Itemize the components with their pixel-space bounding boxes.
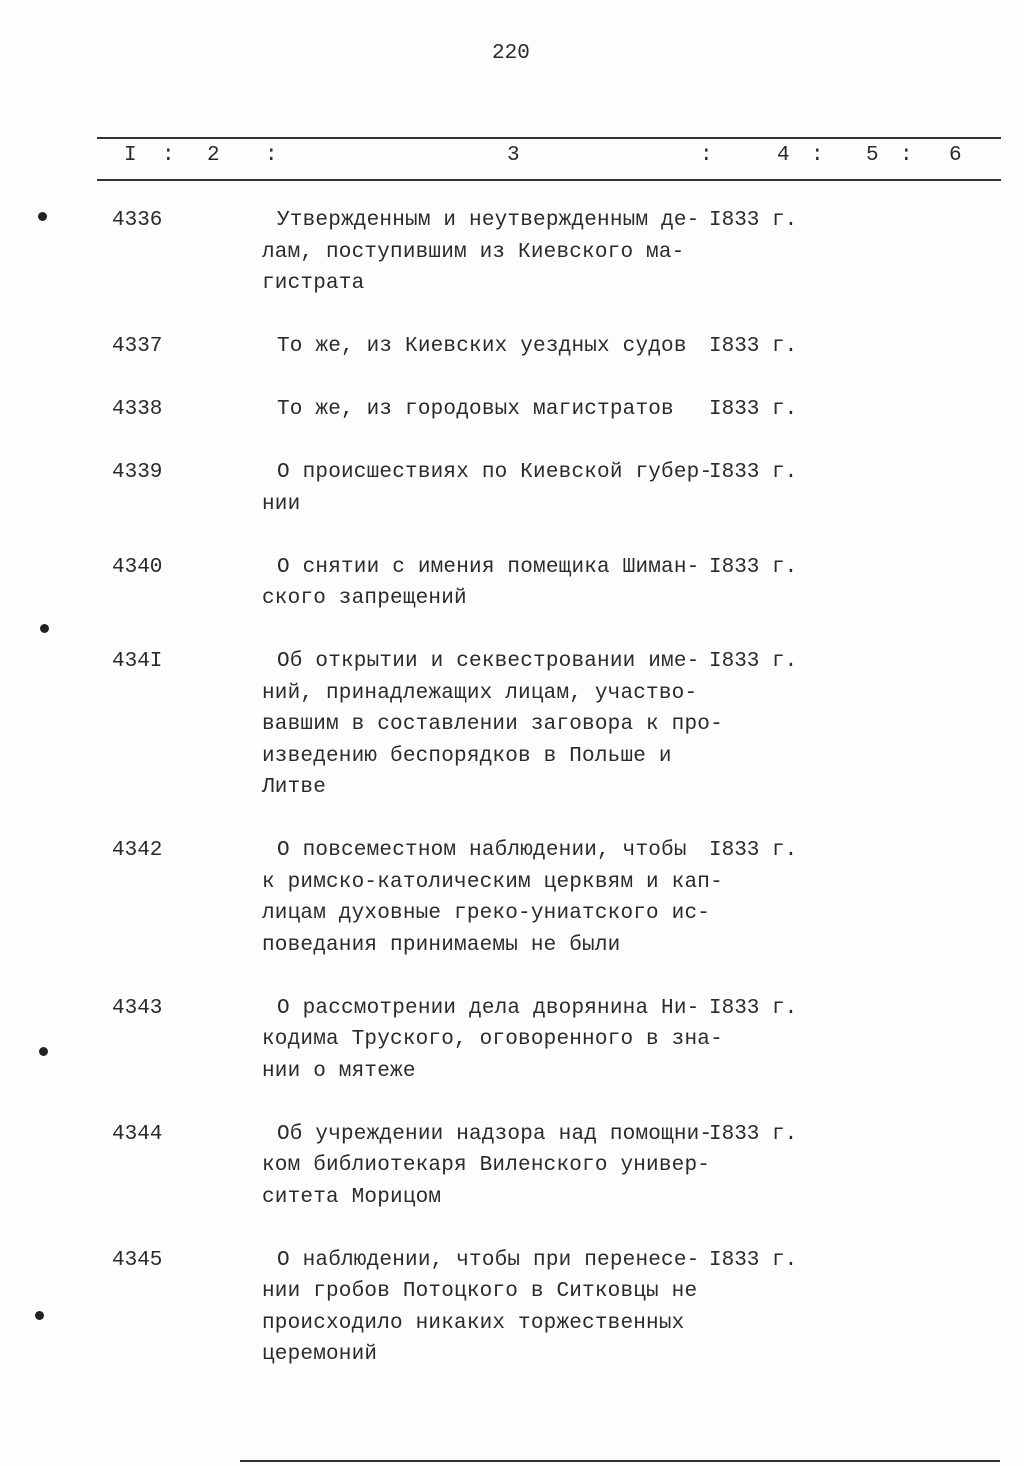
entry-title-line: к римско-католическим церквям и кап- bbox=[262, 870, 723, 894]
column-separator: : bbox=[811, 144, 824, 167]
entry-year: I833 г. bbox=[709, 555, 798, 579]
entry-year: I833 г. bbox=[709, 1248, 798, 1272]
punch-hole-mark bbox=[35, 1311, 44, 1320]
column-separator: : bbox=[700, 144, 713, 167]
entry-title-line: нии bbox=[262, 492, 301, 516]
entry-title-line: Об открытии и секвестровании име- bbox=[277, 650, 700, 673]
entry-title-line: изведению беспорядков в Польше и bbox=[262, 744, 672, 768]
table-row bbox=[0, 331, 1024, 363]
entry-title-line: нии о мятеже bbox=[262, 1059, 416, 1083]
entry-title-line: Утвержденным и неутвержденным де- bbox=[277, 209, 700, 232]
entry-title-line: поведания принимаемы не были bbox=[262, 933, 621, 957]
entry-title-line: кодима Труского, оговоренного в зна- bbox=[262, 1028, 723, 1051]
entry-title-line: ситета Морицом bbox=[262, 1185, 442, 1209]
entry-number: 4345 bbox=[112, 1248, 163, 1272]
entry-title-line: вавшим в составлении заговора к про- bbox=[262, 713, 723, 736]
entry-year: I833 г. bbox=[709, 335, 798, 358]
entry-number: 4336 bbox=[112, 209, 163, 232]
entry-number: 4340 bbox=[112, 555, 163, 579]
table-row bbox=[0, 835, 1024, 961]
entry-title-line: О наблюдении, чтобы при перенесе- bbox=[277, 1248, 700, 1272]
column-2-label: 2 bbox=[207, 144, 220, 167]
entry-title-line: О снятии с имения помещика Шиман- bbox=[277, 555, 700, 579]
entry-number: 4342 bbox=[112, 839, 163, 862]
entry-year: I833 г. bbox=[709, 209, 798, 232]
entry-title-line: ком библиотекаря Виленского универ- bbox=[262, 1154, 711, 1177]
table-row bbox=[0, 993, 1024, 1088]
table-row bbox=[0, 646, 1024, 804]
entry-number: 4343 bbox=[112, 996, 163, 1020]
entry-title-line: Литве bbox=[262, 776, 327, 799]
entry-title-line: лам, поступившим из Киевского ма- bbox=[262, 240, 685, 264]
entry-year: I833 г. bbox=[709, 839, 798, 862]
entry-title-line: ний, принадлежащих лицам, участво- bbox=[262, 681, 698, 705]
column-5-label: 5 bbox=[866, 144, 879, 167]
entries-list bbox=[0, 205, 1024, 1402]
header-bottom-rule bbox=[97, 179, 1001, 181]
header-top-rule bbox=[97, 137, 1001, 139]
table-row bbox=[0, 1119, 1024, 1214]
column-separator: : bbox=[162, 144, 175, 167]
entry-title-line: церемоний bbox=[262, 1343, 378, 1366]
entry-number: 4339 bbox=[112, 461, 163, 484]
entry-title-line: То же, из городовых магистратов bbox=[277, 398, 674, 421]
entry-number: 434I bbox=[112, 650, 163, 673]
punch-hole-mark bbox=[39, 1047, 48, 1056]
column-separator: : bbox=[900, 144, 913, 167]
entry-title-line: О рассмотрении дела дворянина Ни- bbox=[277, 996, 700, 1020]
column-1-label: I bbox=[124, 144, 137, 167]
entry-year: I833 г. bbox=[709, 650, 798, 673]
table-row bbox=[0, 552, 1024, 615]
entry-title-line: нии гробов Потоцкого в Ситковцы не bbox=[262, 1280, 698, 1303]
entry-title-line: гистрата bbox=[262, 272, 365, 295]
column-3-label: 3 bbox=[507, 144, 520, 167]
entry-number: 4338 bbox=[112, 398, 163, 421]
entry-year: I833 г. bbox=[709, 461, 798, 484]
table-row bbox=[0, 457, 1024, 520]
page-number: 220 bbox=[492, 42, 530, 65]
column-6-label: 6 bbox=[949, 144, 962, 167]
entry-number: 4337 bbox=[112, 335, 163, 358]
entry-year: I833 г. bbox=[709, 398, 798, 421]
table-row bbox=[0, 205, 1024, 300]
entry-title-line: происходило никаких торжественных bbox=[262, 1311, 685, 1335]
punch-hole-mark bbox=[38, 212, 47, 221]
entry-title-line: О повсеместном наблюдении, чтобы bbox=[277, 839, 687, 862]
column-separator: : bbox=[265, 144, 278, 167]
entry-title-line: ского запрещений bbox=[262, 587, 467, 610]
entry-title-line: То же, из Киевских уездных судов bbox=[277, 335, 687, 358]
entry-year: I833 г. bbox=[709, 1122, 798, 1146]
entry-title-line: Об учреждении надзора над помощни- bbox=[277, 1122, 713, 1146]
entry-title-line: О происшествиях по Киевской губер- bbox=[277, 461, 713, 484]
entry-year: I833 г. bbox=[709, 996, 798, 1020]
column-4-label: 4 bbox=[777, 144, 790, 167]
entry-title-line: лицам духовные греко-униатского ис- bbox=[262, 902, 711, 925]
table-row bbox=[0, 1245, 1024, 1371]
entry-number: 4344 bbox=[112, 1122, 163, 1146]
bottom-rule bbox=[240, 1460, 1000, 1462]
punch-hole-mark bbox=[40, 624, 49, 633]
table-row bbox=[0, 394, 1024, 426]
